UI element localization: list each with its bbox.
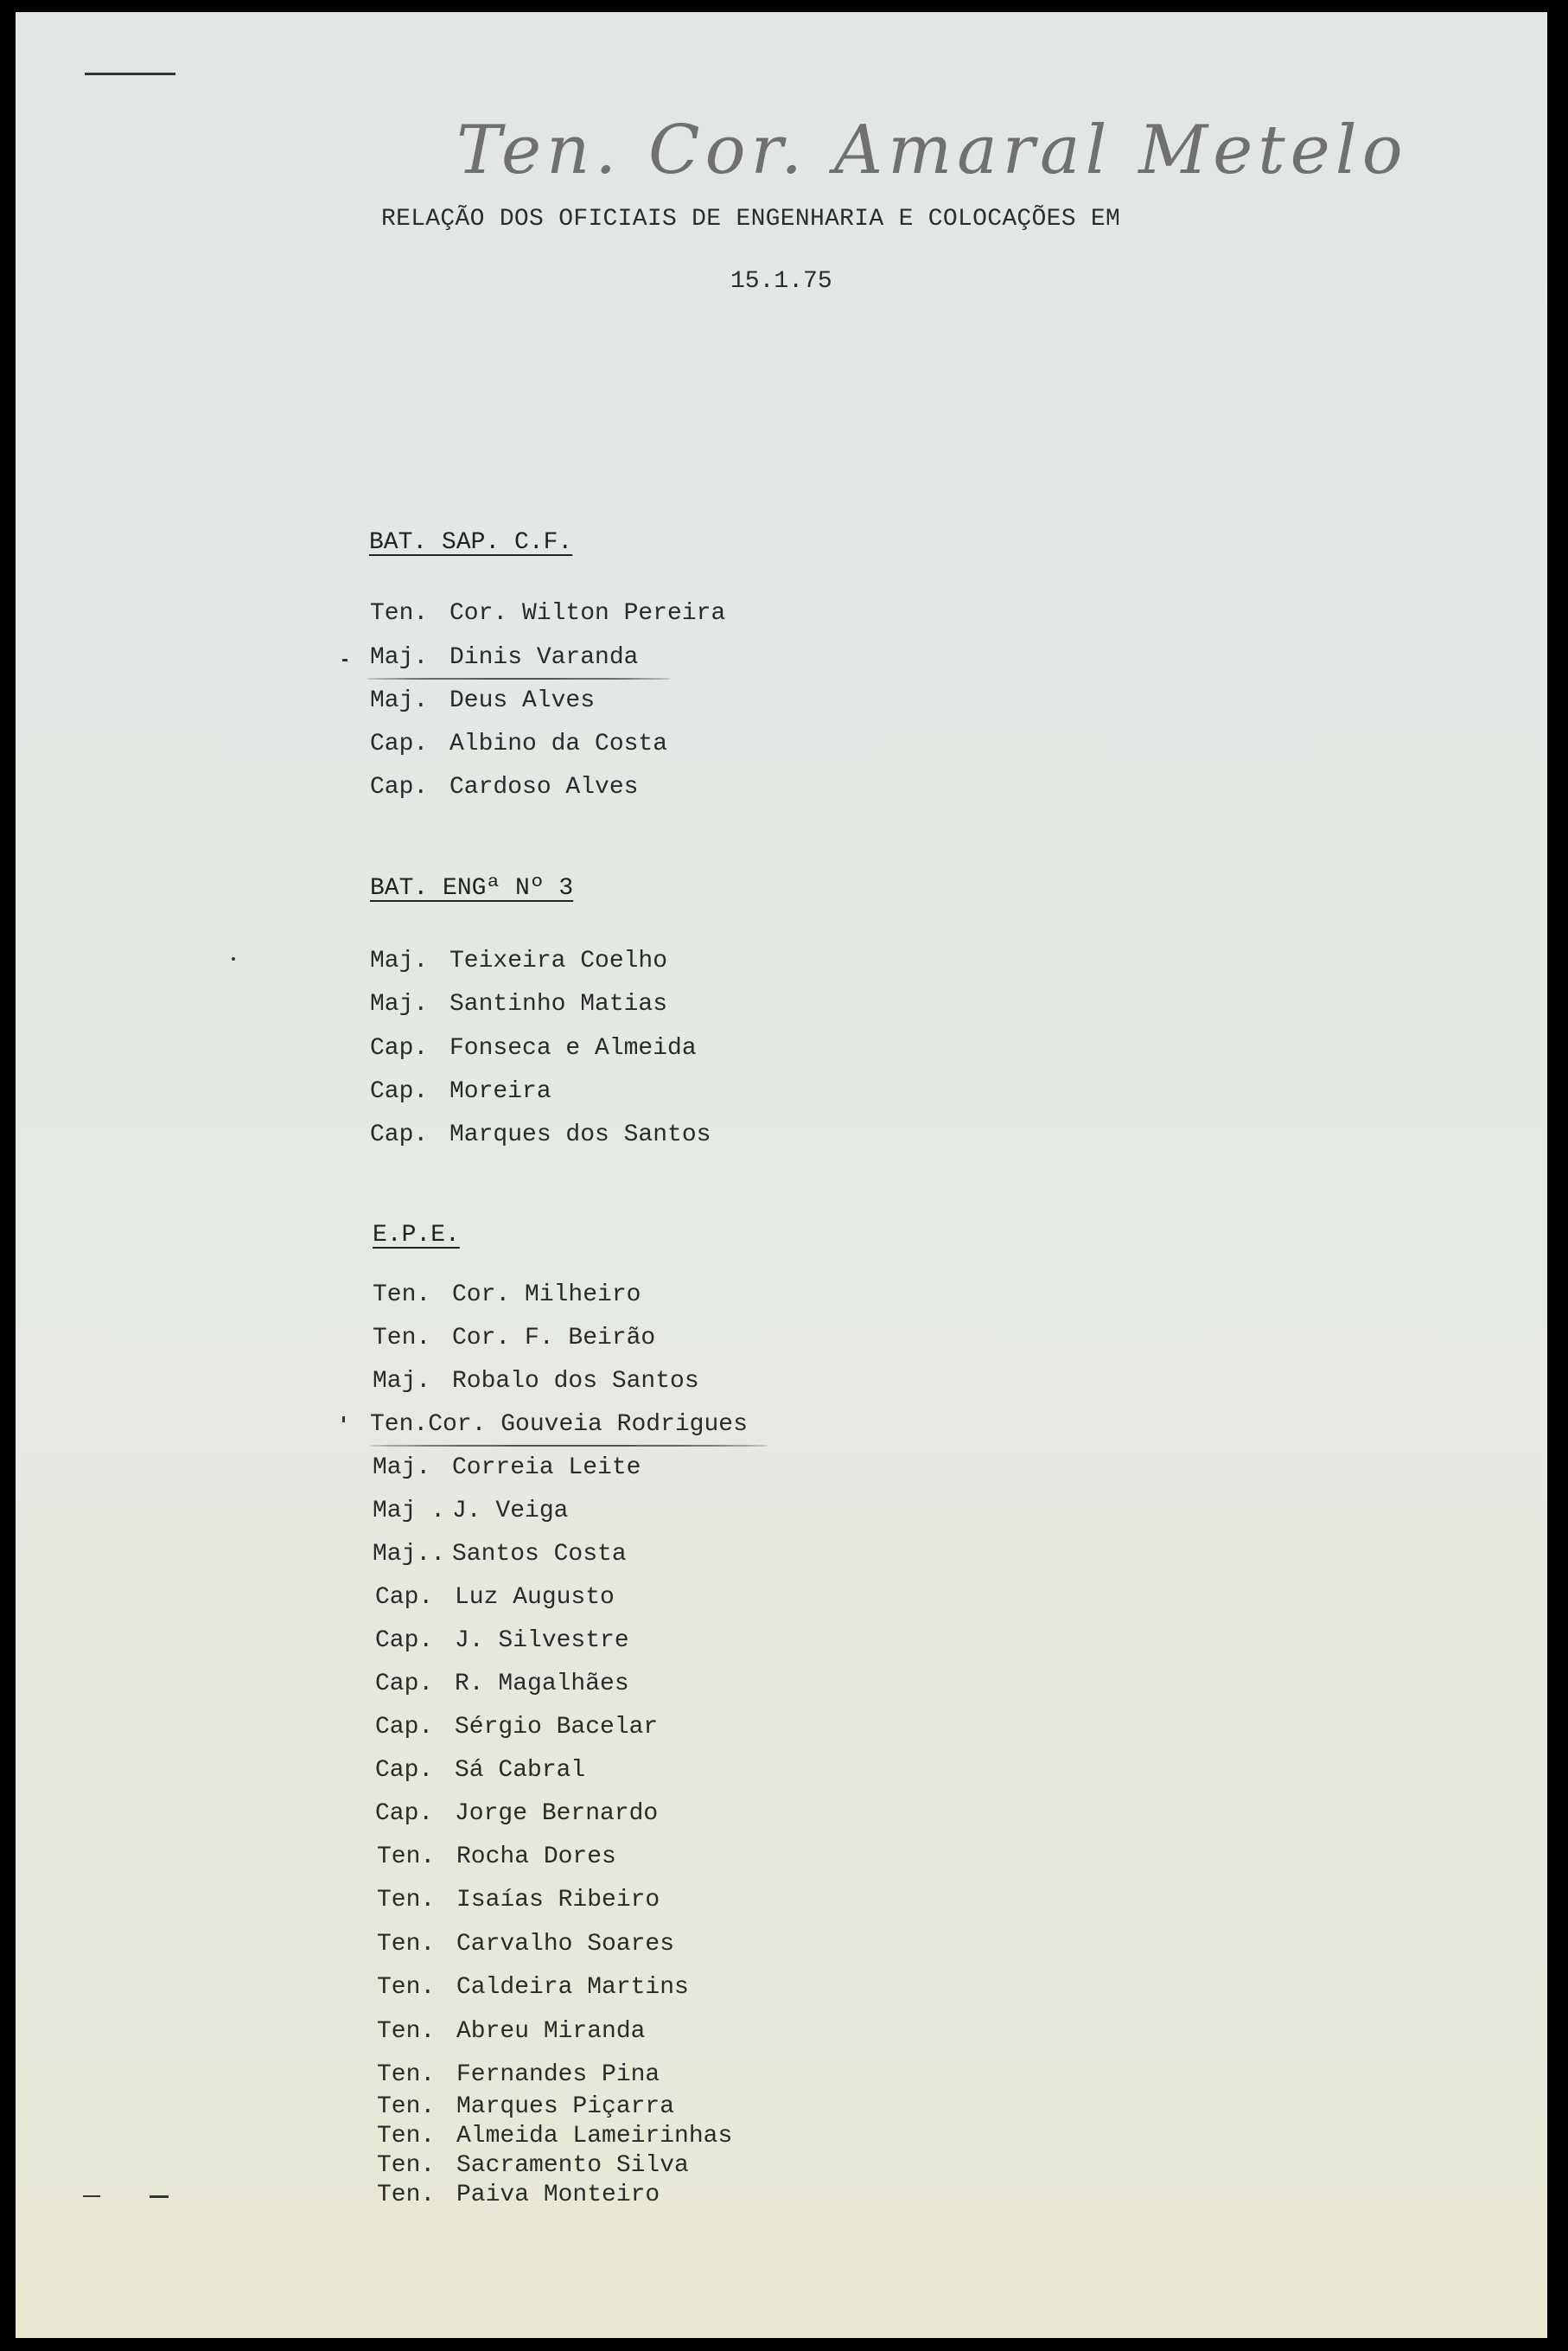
rank: Maj.	[373, 1368, 431, 1395]
list-item	[370, 687, 595, 714]
rank: Maj.	[373, 1454, 431, 1481]
officer-name: Marques dos Santos	[449, 1121, 711, 1148]
list-item	[377, 1843, 616, 1870]
officer-name: Robalo dos Santos	[452, 1368, 699, 1395]
officer-name: Luz Augusto	[455, 1584, 615, 1611]
officer-name: Cor. Milheiro	[452, 1281, 641, 1308]
rank: Ten.	[377, 1887, 436, 1913]
rank: Maj.	[370, 948, 429, 974]
list-item	[370, 644, 638, 671]
list-item	[377, 2018, 645, 2045]
rank: Cap.	[375, 1800, 434, 1827]
list-item	[373, 1281, 641, 1308]
rank: Cap.	[370, 774, 429, 801]
officer-name: Moreira	[449, 1078, 551, 1105]
list-item	[375, 1757, 585, 1784]
officer-name: Sá Cabral	[455, 1757, 586, 1784]
rank: Cap.	[375, 1757, 434, 1784]
pen-stroke-mark	[150, 2195, 169, 2198]
rank: Ten.	[377, 2093, 436, 2120]
rank: Ten.	[377, 2182, 436, 2208]
list-item	[377, 2123, 732, 2150]
officer-name: Jorge Bernardo	[455, 1800, 659, 1827]
rank: Maj.	[370, 644, 429, 671]
list-item	[377, 2152, 689, 2179]
list-item	[377, 2093, 674, 2120]
rank: Ten.	[377, 1974, 436, 2001]
rank: Ten.	[377, 2061, 436, 2088]
rank: Ten.Cor.	[370, 1411, 487, 1438]
list-item	[370, 991, 667, 1018]
officer-name: Paiva Monteiro	[456, 2182, 660, 2208]
list-item	[377, 1974, 689, 2001]
handwritten-underline	[370, 1445, 768, 1447]
handwritten-annotation: Ten. Cor. Amaral Metelo	[456, 112, 1408, 189]
rank: Ten.	[373, 1281, 431, 1308]
list-item	[370, 948, 667, 974]
list-item	[377, 2182, 660, 2208]
officer-name: Rocha Dores	[456, 1843, 616, 1870]
officer-name: Dinis Varanda	[449, 644, 639, 671]
list-item	[373, 1454, 641, 1481]
list-item	[377, 1931, 674, 1958]
officer-name: Fernandes Pina	[456, 2061, 660, 2088]
officer-name: Santinho Matias	[449, 991, 668, 1018]
rank: Ten.	[377, 2152, 436, 2179]
officer-name: R. Magalhães	[455, 1671, 629, 1697]
officer-name: Abreu Miranda	[456, 2018, 646, 2045]
officer-name: Gouveia Rodrigues	[500, 1411, 748, 1438]
list-item	[375, 1671, 629, 1697]
rank: Maj .	[373, 1498, 446, 1524]
rank: Cap.	[370, 1121, 429, 1148]
officer-name: Cor. F. Beirão	[452, 1325, 656, 1351]
document-title: RELAÇÃO DOS OFICIAIS DE ENGENHARIA E COLOCAÇÕES EM	[381, 206, 1121, 233]
section-heading-epe: E.P.E.	[373, 1222, 460, 1249]
officer-name: Caldeira Martins	[456, 1974, 689, 2001]
officer-name: Almeida Lameirinhas	[456, 2123, 733, 2150]
rank: Ten.	[377, 2018, 436, 2045]
handwritten-underline	[367, 678, 671, 680]
rank: Cap.	[375, 1671, 434, 1697]
list-item	[375, 1584, 615, 1611]
document-page	[16, 12, 1547, 2338]
rank: Ten.	[373, 1325, 431, 1351]
list-item	[370, 774, 638, 801]
list-item	[375, 1800, 658, 1827]
rank: Maj..	[373, 1541, 446, 1568]
officer-name: Cor. Wilton Pereira	[449, 600, 726, 627]
document-date: 15.1.75	[730, 268, 832, 295]
rank: Cap.	[375, 1584, 434, 1611]
officer-name: Deus Alves	[449, 687, 596, 714]
list-item	[375, 1714, 658, 1741]
rank: Cap.	[370, 731, 429, 757]
pen-tick-mark	[342, 659, 347, 661]
list-item	[370, 731, 667, 757]
list-item	[375, 1627, 629, 1654]
rank: Cap.	[375, 1627, 434, 1654]
officer-name: Marques Piçarra	[456, 2093, 675, 2120]
officer-name: J. Veiga	[452, 1498, 569, 1524]
officer-name: Sérgio Bacelar	[455, 1714, 659, 1741]
ink-dot	[232, 957, 235, 961]
officer-name: Santos Costa	[452, 1541, 627, 1568]
officer-name: Isaías Ribeiro	[456, 1887, 660, 1913]
officer-name: Sacramento Silva	[456, 2152, 689, 2179]
list-item	[373, 1325, 655, 1351]
list-item	[373, 1541, 627, 1568]
list-item	[370, 1121, 711, 1148]
officer-name: Fonseca e Almeida	[449, 1035, 697, 1062]
rank: Cap.	[370, 1035, 429, 1062]
officer-name: Albino da Costa	[449, 731, 668, 757]
officer-name: J. Silvestre	[455, 1627, 629, 1654]
rank: Ten.	[377, 1931, 436, 1958]
list-item	[373, 1368, 699, 1395]
rank: Ten.	[370, 600, 429, 627]
rank: Ten.	[377, 2123, 436, 2150]
section-heading-bat-enga-3: BAT. ENGª Nº 3	[370, 875, 574, 902]
officer-name: Teixeira Coelho	[449, 948, 668, 974]
list-item	[377, 2061, 660, 2088]
section-heading-bat-sap-cf: BAT. SAP. C.F.	[369, 529, 573, 556]
rank: Ten.	[377, 1843, 436, 1870]
list-item	[370, 1035, 697, 1062]
officer-name: Carvalho Soares	[456, 1931, 675, 1958]
pen-tick-mark	[342, 1416, 345, 1422]
list-item	[373, 1498, 568, 1524]
pen-stroke-mark	[83, 2195, 100, 2197]
rank: Cap.	[370, 1078, 429, 1105]
list-item	[370, 1078, 551, 1105]
list-item	[370, 1411, 748, 1438]
officer-name: Correia Leite	[452, 1454, 641, 1481]
officer-name: Cardoso Alves	[449, 774, 639, 801]
rank: Cap.	[375, 1714, 434, 1741]
list-item	[377, 1887, 660, 1913]
rank: Maj.	[370, 687, 429, 714]
list-item	[370, 600, 725, 627]
rank: Maj.	[370, 991, 429, 1018]
pen-stroke-mark	[85, 73, 175, 75]
